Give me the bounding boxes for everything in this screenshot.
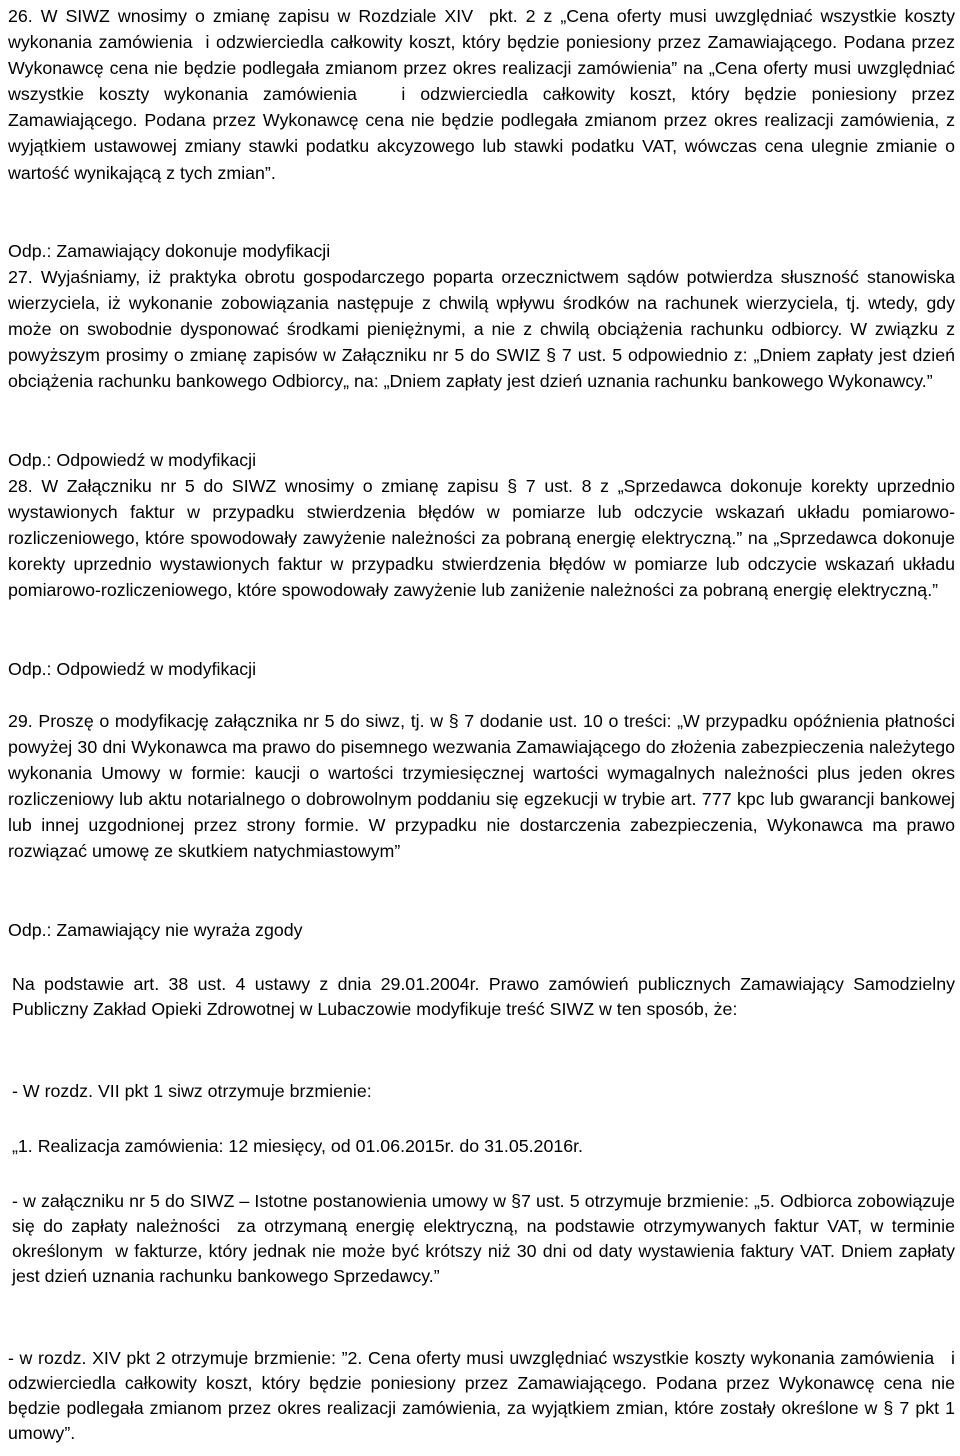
- item-26-paragraph: 26. W SIWZ wnosimy o zmianę zapisu w Rozdziale XIV pkt. 2 z „Cena oferty musi uwzględniać wszystkie koszty wykonania zamówienia i odzwierciedla całkowity koszt, który będzie poniesiony przez Zamawiającego. Podana przez Wykonawcę cena nie będzie podlegała zmianom przez okres realizacji zamówienia” na „Cena oferty musi uwzględniać wszystkie koszty wykonania zamówienia i odzwierciedla całkowity koszt, który będzie poniesiony przez Zamawiającego. Podana przez Wykonawcę cena nie będzie podlegała zmianom przez okres realizacji zamówienia, z wyjątkiem ustawowej zmiany stawki podatku akcyzowego lub stawki podatku VAT, wówczas cena ulegnie zmianie o wartość wynikającą z tych zmian”.: [8, 6, 960, 183]
- change-1-body: „1. Realizacja zamówienia: 12 miesięcy, od 01.06.2015r. do 31.05.2016r.: [12, 1136, 583, 1156]
- answer-29: Odp.: Zamawiający nie wyraża zgody: [8, 920, 303, 940]
- answer-27: Odp.: Odpowiedź w modyfikacji: [8, 450, 257, 470]
- change-1-intro: - W rozdz. VII pkt 1 siwz otrzymuje brzmienie:: [12, 1081, 372, 1101]
- change-3-paragraph: - w rozdz. XIV pkt 2 otrzymuje brzmienie: ”2. Cena oferty musi uwzględniać wszystkie koszty wykonania zamówienia i odzwierciedla całkowity koszt, który będzie poniesiony przez Zamawiającego. Podana przez Wykonawcę cena nie będzie podlegała zmianom przez okres realizacji zamówienia, za wyjątkiem zmian, które zostały określone w § 7 pkt 1 umowy”.: [8, 1348, 960, 1443]
- item-29-paragraph: 29. Proszę o modyfikację załącznika nr 5 do siwz, tj. w § 7 dodanie ust. 10 o treści: „W przypadku opóźnienia płatności powyżej 30 dni Wykonawca ma prawo do pisemnego wezwania Zamawiającego do złożenia zabezpieczenia należytego wykonania Umowy w formie: kaucji o wartości trzymiesięcznej wartości wymagalnych należności plus jeden okres rozliczeniowy lub aktu notarialnego o dobrowolnym poddaniu się egzekucji w trybie art. 777 kpc lub gwarancji bankowej lub innej uzgodnionej przez strony formie. W przypadku nie dostarczenia zabezpieczenia, Wykonawca ma prawo rozwiązać umowę ze skutkiem natychmiastowym”: [8, 711, 960, 862]
- item-28-paragraph: 28. W Załączniku nr 5 do SIWZ wnosimy o zmianę zapisu § 7 ust. 8 z „Sprzedawca dokonuje korekty uprzednio wystawionych faktur w przypadku stwierdzenia błędów w pomiarze lub odczycie wskazań układu pomiarowo-rozliczeniowego, które spowodowały zawyżenie należności za pobraną energię elektryczną.” na „Sprzedawca dokonuje korekty uprzednio wystawionych faktur w przypadku stwierdzenia błędów w pomiarze lub odczycie wskazań układu pomiarowo-rozliczeniowego, które spowodowały zawyżenie lub zaniżenie należności za pobraną energię elektryczną.”: [8, 476, 960, 601]
- answer-28: Odp.: Odpowiedź w modyfikacji: [8, 659, 257, 679]
- legal-basis-paragraph: Na podstawie art. 38 ust. 4 ustawy z dnia 29.01.2004r. Prawo zamówień publicznych Zamawiający Samodzielny Publiczny Zakład Opieki Zdrowotnej w Lubaczowie modyfikuje treść SIWZ w ten sposób, że:: [12, 974, 960, 1019]
- change-2-paragraph: - w załączniku nr 5 do SIWZ – Istotne postanowienia umowy w §7 ust. 5 otrzymuje brzmienie: „5. Odbiorca zobowiązuje się do zapłaty należności za otrzymaną energię elektryczną, na podstawie otrzymywanych faktur VAT, w terminie określonym w fakturze, który jednak nie może być krótszy niż 30 dni od daty wystawienia faktury VAT. Dniem zapłaty jest dzień uznania rachunku bankowego Sprzedawcy.”: [12, 1191, 960, 1286]
- answer-26: Odp.: Zamawiający dokonuje modyfikacji: [8, 241, 331, 261]
- item-27-paragraph: 27. Wyjaśniamy, iż praktyka obrotu gospodarczego poparta orzecznictwem sądów potwierdza słuszność stanowiska wierzyciela, iż wykonanie zobowiązania następuje z chwilą wpływu środków na rachunek wierzyciela, tj. wtedy, gdy może on swobodnie dysponować środkami pieniężnymi, a nie z chwilą obciążenia rachunku odbiorcy. W związku z powyższym prosimy o zmianę zapisów w Załączniku nr 5 do SWIZ § 7 ust. 5 odpowiednio z: „Dniem zapłaty jest dzień obciążenia rachunku bankowego Odbiorcy„ na: „Dniem zapłaty jest dzień uznania rachunku bankowego Wykonawcy.”: [8, 267, 960, 392]
